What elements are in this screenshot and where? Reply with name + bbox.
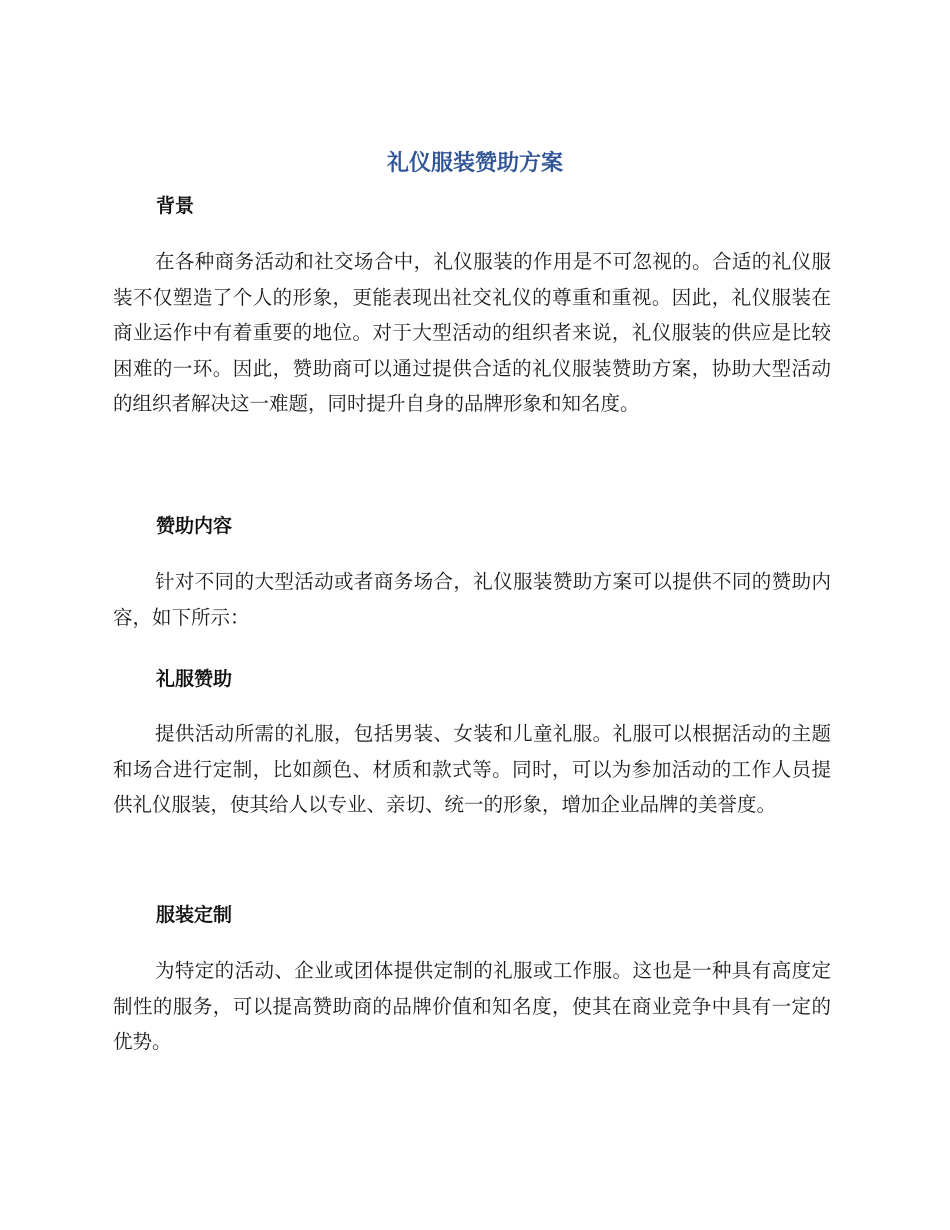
document-title: 礼仪服装赞助方案 (386, 151, 563, 176)
section-heading-sponsorship-content: 赞助内容 (156, 515, 233, 537)
section-paragraph-dress-sponsorship: 提供活动所需的礼服，包括男装、女装和儿童礼服。礼服可以根据活动的主题和场合进行定制，比如颜色、材质和款式等。同时，可以为参加活动的工作人员提供礼仪服装，使其给人以专业、亲切、统一的形象，增加企业品牌的美誉度。 (113, 722, 831, 816)
section-heading-custom-clothing: 服装定制 (156, 904, 233, 926)
section-paragraph-custom-clothing: 为特定的活动、企业或团体提供定制的礼服或工作服。这也是一种具有高度定制性的服务，可以提高赞助商的品牌价值和知名度，使其在商业竞争中具有一定的优势。 (113, 959, 831, 1053)
section-paragraph-background: 在各种商务活动和社交场合中，礼仪服装的作用是不可忽视的。合适的礼仪服装不仅塑造了个人的形象，更能表现出社交礼仪的尊重和重视。因此，礼仪服装在商业运作中有着重要的地位。对于大型活动的组织者来说，礼仪服装的供应是比较困难的一环。因此，赞助商可以通过提供合适的礼仪服装赞助方案，协助大型活动的组织者解决这一难题，同时提升自身的品牌形象和知名度。 (113, 250, 831, 415)
section-heading-background: 背景 (156, 195, 195, 217)
section-heading-dress-sponsorship: 礼服赞助 (156, 668, 233, 690)
section-paragraph-sponsorship-content: 针对不同的大型活动或者商务场合，礼仪服装赞助方案可以提供不同的赞助内容，如下所示： (113, 570, 831, 629)
